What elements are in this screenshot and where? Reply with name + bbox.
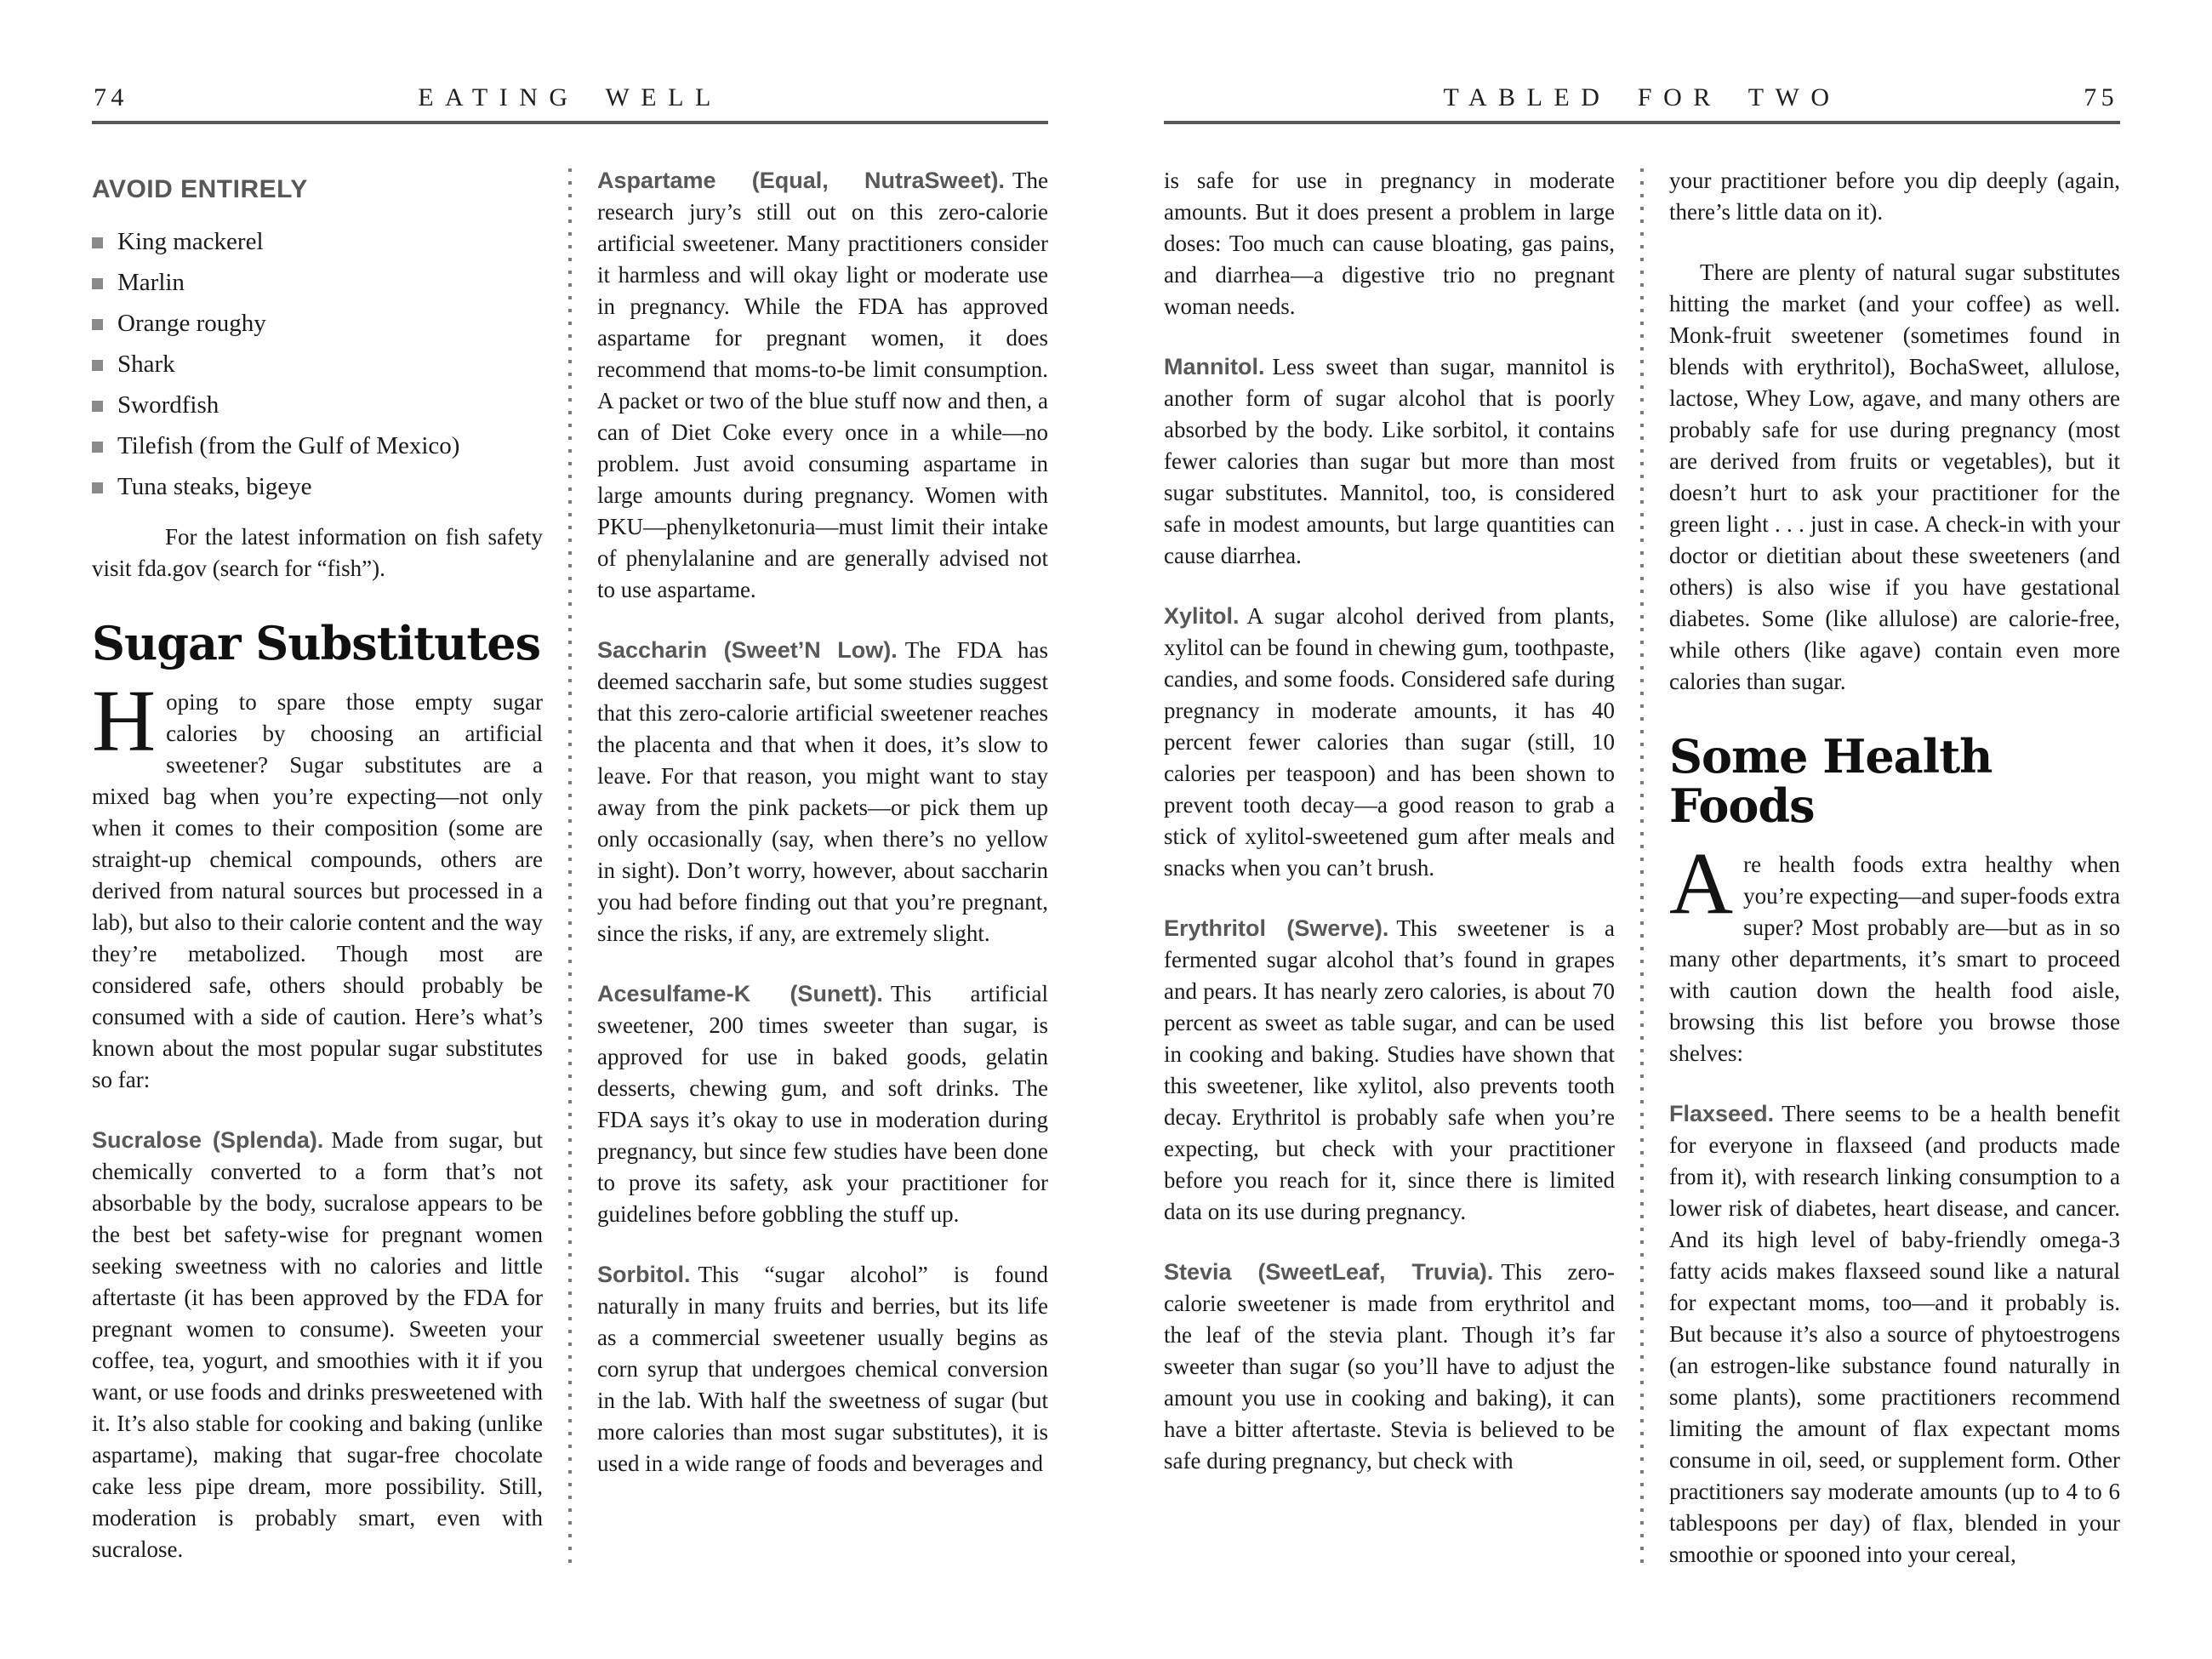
running-head: TABLED FOR TWO <box>1443 83 1841 111</box>
list-item <box>92 268 543 297</box>
list-item-label: Marlin <box>117 269 185 296</box>
entry-stevia <box>1164 1257 1615 1477</box>
drop-cap: A <box>1669 835 1734 932</box>
square-bullet-icon <box>92 482 103 493</box>
entry-label: Flaxseed. <box>1669 1101 1775 1126</box>
column-3 <box>1164 165 1615 1571</box>
entry-text: There seems to be a health benefit for everyone in flaxseed (and products made from it), with research linking consumption to a lower risk of diabetes, heart disease, and cancer. And its high level of baby-friendly omega-3 fatty acids makes flaxseed sound like a natural for expectant moms, too—and it probably is. But because it’s also a source of phytoestrogens (an estrogen-like substance found naturally in some plants), some practitioners recommend limiting the amount of flax expectant moms consume in oil, seed, or supplement form. Other practitioners say moderate amounts (up to 4 to 6 tablespoons per day) of flax, blended in your smoothie or spooned into your cereal, <box>1669 1101 2120 1567</box>
entry-sorbitol <box>597 1259 1048 1479</box>
page-number: 74 <box>94 83 128 111</box>
page-number: 75 <box>2084 83 2118 111</box>
entry-text: A sugar alcohol derived from plants, xylitol can be found in chewing gum, toothpaste, candies, and some foods. Considered safe during pregnancy in moderate amounts, it has 40 percent fewer calories than sugar (still, 10 calories per teaspoon) and has been shown to prevent tooth decay—a good reason to grab a stick of xylitol-sweetened gum after meals and snacks when you can’t brush. <box>1164 603 1615 881</box>
natural-substitutes-paragraph: There are plenty of natural sugar substitutes hitting the market (and your coffee) as well. Monk-fruit sweetener (sometimes found in blends with erythritol), BochaSweet, allulose, lactose, Whey Low, agave, and many others are probably safe for use during pregnancy (most are derived from fruits or vegetables), but it doesn’t hurt to ask your practitioner for the green light . . . just in case. A check-in with your doctor or dietitian about these sweeteners (and others) is also wise if you have gestational diabetes. Some (like allulose) are calorie-free, while others (like agave) contain even more calories than sugar. <box>1669 259 2120 694</box>
list-item <box>92 227 543 256</box>
list-item <box>92 309 543 338</box>
entry-text: This sweetener is a fermented sugar alcohol that’s found in grapes and pears. It has nearly zero calories, is about 70 percent as sweet as table sugar, and can be used in cooking and baking. Studies have shown that this sweetener, like xylitol, also prevents tooth decay. Erythritol is probably safe when you’re expecting, but check with your practitioner before you reach for it, since there is limited data on its use during pregnancy. <box>1164 915 1615 1224</box>
health-foods-intro <box>1669 835 2120 1069</box>
section-heading-sugar-substitutes: Sugar Substitutes <box>92 616 541 670</box>
entry-label: Acesulfame-K (Sunett). <box>597 981 883 1006</box>
dotted-rule <box>1640 168 1644 1571</box>
column-1 <box>92 165 543 1565</box>
entry-label: Mannitol. <box>1164 354 1265 379</box>
square-bullet-icon <box>92 278 103 289</box>
column-divider <box>1615 165 1669 1571</box>
square-bullet-icon <box>92 442 103 453</box>
entry-text: This zero-calorie sweetener is made from erythritol and the leaf of the stevia plant. Though it’s far sweeter than sugar (so you’ll have to adjust the amount you use in cooking and baking), it can have a bitter aftertaste. Stevia is believed to be safe during pregnancy, but check with <box>1164 1259 1615 1474</box>
entry-label: Erythritol (Swerve). <box>1164 915 1389 941</box>
entry-text: This “sugar alcohol” is found naturally in many fruits and berries, but its life as a commercial sweetener usually begins as corn syrup that undergoes chemical conversion in the lab. With half the sweetness of sugar (but more calories than most sugar substitutes), it is used in a wide range of foods and beverages and <box>597 1262 1048 1476</box>
entry-label: Saccharin (Sweet’N Low). <box>597 637 898 663</box>
entry-xylitol <box>1164 601 1615 884</box>
sugar-substitutes-intro <box>92 672 543 1096</box>
entry-sucralose <box>92 1125 543 1565</box>
list-item-label: Tilefish (from the Gulf of Mexico) <box>117 432 460 459</box>
running-head: EATING WELL <box>418 83 722 111</box>
entry-text: This artificial sweetener, 200 times sweeter than sugar, is approved for use in baked goods, gelatin desserts, chewing gum, and soft drinks. The FDA says it’s okay to use in moderation during pregnancy, but since few studies have been done to prove its safety, ask your practitioner for guidelines before gobbling the stuff up. <box>597 981 1048 1227</box>
entry-label: Aspartame (Equal, NutraSweet). <box>597 168 1006 193</box>
list-item-label: Orange roughy <box>117 310 266 337</box>
entry-acesulfame-k <box>597 978 1048 1230</box>
square-bullet-icon <box>92 360 103 371</box>
entry-text: Made from sugar, but chemically converted to a form that’s not absorbable by the body, sucralose appears to be the best bet safety-wise for pregnant women seeking sweetness with no calories and little aftertaste (it has been approved by the FDA for pregnant women to consume). Sweeten your coffee, tea, yogurt, and smoothies with it if you want, or use foods and drinks presweetened with it. It’s also stable for cooking and baking (unlike aspartame), making that sugar-free chocolate cake less pipe dream, more possibility. Still, moderation is probably smart, even with sucralose. <box>92 1127 543 1562</box>
column-2 <box>597 165 1048 1565</box>
page-header-left <box>92 82 1048 124</box>
list-item-label: Swordfish <box>117 391 219 419</box>
page-right <box>1164 82 2120 1571</box>
list-item-label: King mackerel <box>117 228 264 255</box>
entry-label: Sorbitol. <box>597 1262 691 1287</box>
entry-label: Stevia (SweetLeaf, Truvia). <box>1164 1259 1494 1285</box>
column-4 <box>1669 165 2120 1571</box>
entry-flaxseed <box>1669 1098 2120 1571</box>
entry-text: The research jury’s still out on this zero-calorie artificial sweetener. Many practitioners consider it harmless and will okay light or moderate use in pregnancy. While the FDA has approved aspartame for pregnant women, it does recommend that moms-to-be limit consumption. A packet or two of the blue stuff now and then, a can of Diet Coke every once in a while—no problem. Just avoid consuming aspartame in large amounts during pregnancy. Women with PKU—phenylketonuria—must limit their intake of phenylalanine and are generally advised not to use aspartame. <box>597 168 1048 602</box>
list-item <box>92 350 543 379</box>
entry-label: Xylitol. <box>1164 603 1240 629</box>
column-divider <box>543 165 597 1565</box>
entry-erythritol <box>1164 913 1615 1228</box>
avoid-entirely-header: AVOID ENTIRELY <box>92 175 308 203</box>
square-bullet-icon <box>92 237 103 248</box>
list-item <box>92 431 543 460</box>
dotted-rule <box>568 168 572 1565</box>
square-bullet-icon <box>92 401 103 412</box>
section-heading-some-health-foods: Some Health Foods <box>1669 729 1993 833</box>
list-item-label: Shark <box>117 351 175 378</box>
entry-label: Sucralose (Splenda). <box>92 1127 324 1153</box>
list-item <box>92 472 543 501</box>
square-bullet-icon <box>92 319 103 330</box>
entry-mannitol <box>1164 351 1615 572</box>
intro-text: re health foods extra healthy when you’re expecting—and super-foods extra super? Most probably are—but as in so many other departments, it’s smart to proceed with caution down the health food aisle, browsing this list before you browse those shelves: <box>1669 852 2120 1066</box>
drop-cap: H <box>92 672 157 770</box>
list-item-label: Tuna steaks, bigeye <box>117 473 312 500</box>
entry-saccharin <box>597 635 1048 949</box>
intro-text: oping to spare those empty sugar calories by choosing an artificial sweetener? Sugar substitutes are a mixed bag when you’re expecting—not only when it comes to their composition (some are straight-up chemical compounds, others are derived from natural sources but processed in a lab), but also to their calorie content and the way they’re metabolized. Though most are considered safe, others should probably be consumed with a side of caution. Here’s what’s known about the most popular sugar substitutes so far: <box>92 689 543 1092</box>
fish-safety-note: For the latest information on fish safety visit fda.gov (search for “fish”). <box>92 524 543 581</box>
avoid-list <box>92 227 543 501</box>
entry-text: Less sweet than sugar, mannitol is another form of sugar alcohol that is poorly absorbed by the body. Like sorbitol, it contains fewer calories than sugar but more than most sugar substitutes. Mannitol, too, is considered safe in modest amounts, but large quantities can cause diarrhea. <box>1164 354 1615 568</box>
entry-aspartame <box>597 165 1048 606</box>
page-body-right <box>1164 165 2120 1571</box>
sorbitol-continuation: is safe for use in pregnancy in moderate amounts. But it does present a problem in large doses: Too much can cause bloating, gas pains, and diarrhea—a digestive trio no pregnant woman needs. <box>1164 168 1615 319</box>
list-item <box>92 391 543 419</box>
page-header-right <box>1164 82 2120 124</box>
page-body-left <box>92 165 1048 1565</box>
stevia-continuation: your practitioner before you dip deeply (again, there’s little data on it). <box>1669 168 2120 225</box>
entry-text: The FDA has deemed saccharin safe, but some studies suggest that this zero-calorie artificial sweetener reaches the placenta and that when it does, it’s slow to leave. For that reason, you might want to stay away from the pink packets—or pick them up only occasionally (say, when there’s no yellow in sight). Don’t worry, however, about saccharin you had before finding out that you’re pregnant, since the risks, if any, are extremely slight. <box>597 637 1048 946</box>
page-left <box>92 82 1048 1571</box>
